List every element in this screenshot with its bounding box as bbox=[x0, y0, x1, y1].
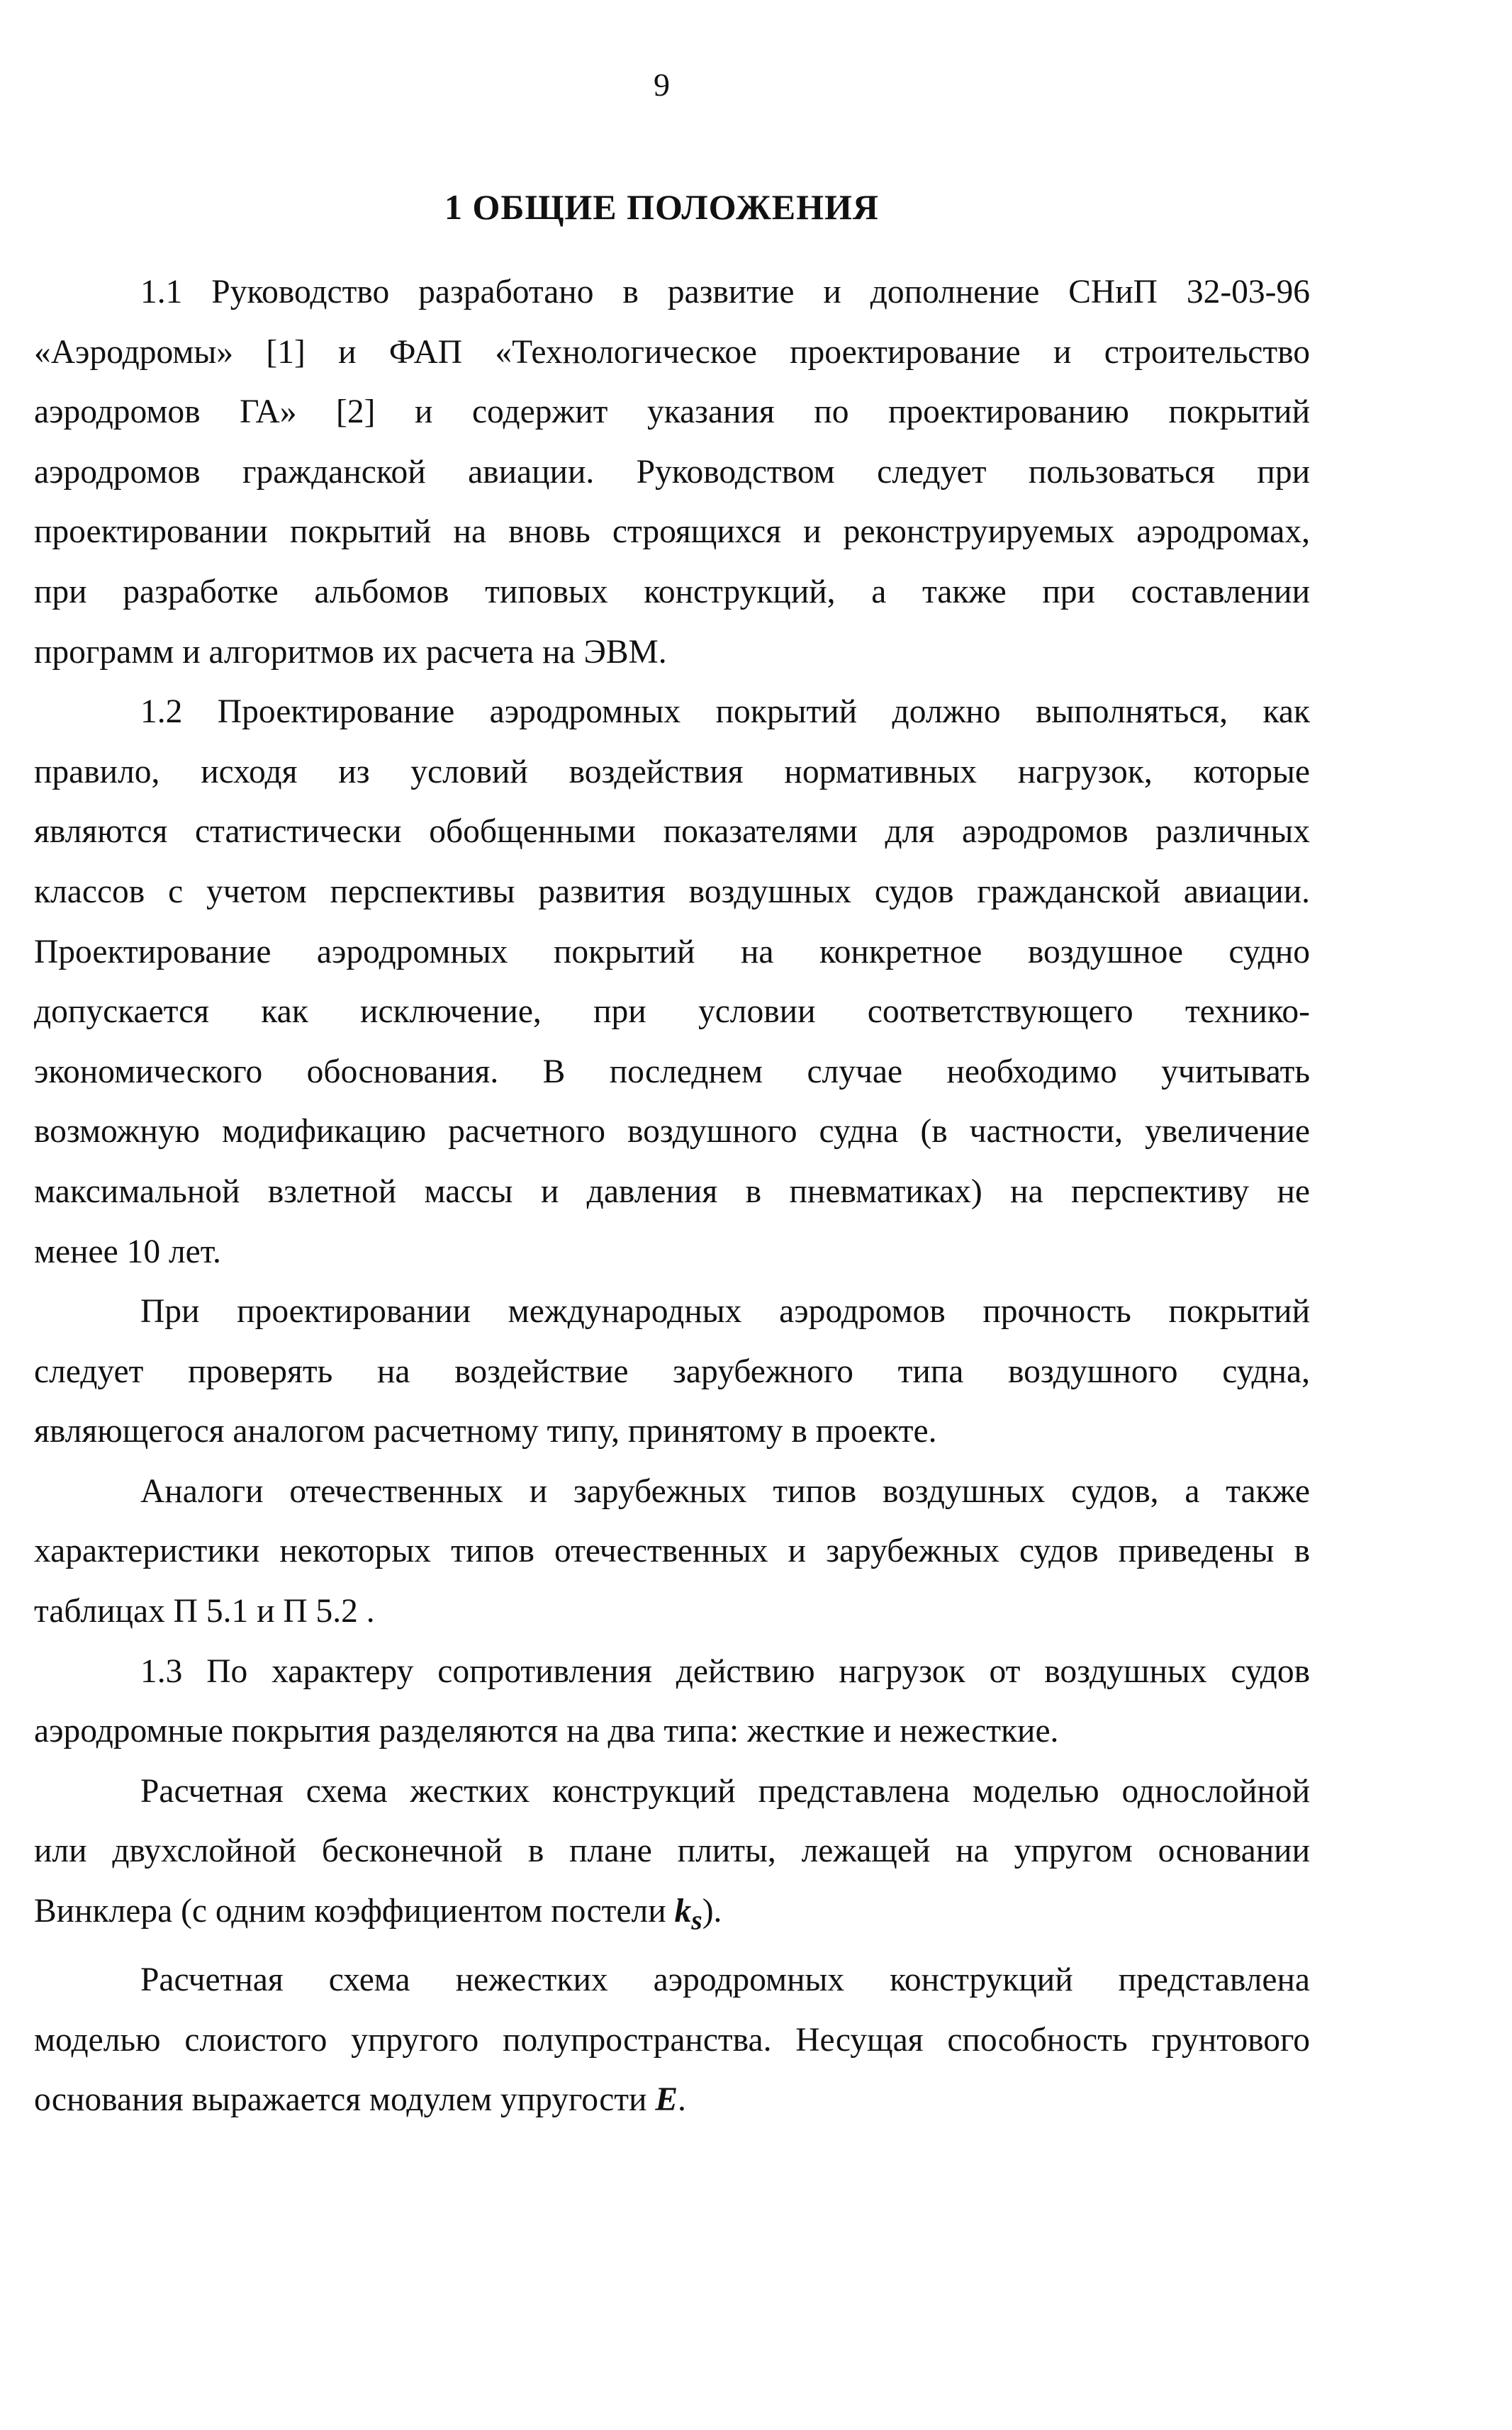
text-line: 1.3 По характеру сопротивления действию нагрузок от воздушных судов bbox=[140, 1652, 1310, 1690]
text-line: 1.2 Проектирование аэродромных покрытий должно выполняться, как bbox=[140, 693, 1310, 731]
text-line: допускается как исключение, при условии соответствующего технико- bbox=[34, 993, 1310, 1031]
paragraph-international bbox=[34, 1282, 1310, 1462]
text-line: Расчетная схема жестких конструкций представлена моделью однослойной bbox=[140, 1772, 1310, 1810]
text-line: возможную модификацию расчетного воздушного судна (в частности, увеличение bbox=[34, 1113, 1310, 1150]
text-line: Винклера (с одним коэффициентом постели $k_s$). bbox=[34, 1893, 722, 1936]
text-line: проектировании покрытий на вновь строящихся и реконструируемых аэродромах, bbox=[34, 513, 1310, 551]
paragraph-1-3 bbox=[34, 1642, 1310, 1762]
paragraph-1-2 bbox=[34, 682, 1310, 1282]
paragraph-analogs bbox=[34, 1462, 1310, 1642]
section-title: 1 ОБЩИЕ ПОЛОЖЕНИЯ bbox=[444, 187, 879, 227]
text-line: следует проверять на воздействие зарубежного типа воздушного судна, bbox=[34, 1353, 1310, 1390]
text-line: Аналоги отечественных и зарубежных типов воздушных судов, а также bbox=[140, 1472, 1310, 1510]
text-line: основания выражается модулем упругости E. bbox=[34, 2081, 686, 2119]
text-line: при разработке альбомов типовых конструкций, а также при составлении bbox=[34, 573, 1310, 610]
text-line: аэродромов гражданской авиации. Руководством следует пользоваться при bbox=[34, 453, 1310, 491]
text-line: классов с учетом перспективы развития воздушных судов гражданской авиации. bbox=[34, 873, 1310, 910]
body-text bbox=[34, 262, 1310, 2130]
text-line: При проектировании международных аэродромов прочность покрытий bbox=[140, 1293, 1310, 1331]
text-line: или двухслойной бесконечной в плане плиты, лежащей на упругом основании bbox=[34, 1832, 1310, 1870]
text-line: аэродромные покрытия разделяются на два типа: жесткие и нежесткие. bbox=[34, 1713, 1059, 1750]
text-line: менее 10 лет. bbox=[34, 1233, 221, 1270]
paragraph-rigid-scheme bbox=[34, 1762, 1310, 1950]
text-line: являются статистически обобщенными показателями для аэродромов различных bbox=[34, 813, 1310, 851]
text-line: «Аэродромы» [1] и ФАП «Технологическое проектирование и строительство bbox=[34, 333, 1310, 371]
text-line: являющегося аналогом расчетному типу, принятому в проекте. bbox=[34, 1413, 937, 1450]
paragraph-1-1 bbox=[34, 262, 1310, 682]
text-line: Расчетная схема нежестких аэродромных конструкций представлена bbox=[140, 1961, 1310, 1999]
text-line: экономического обоснования. В последнем случае необходимо учитывать bbox=[34, 1053, 1310, 1090]
text-line: аэродромов ГА» [2] и содержит указания по проектированию покрытий bbox=[34, 393, 1310, 431]
text-line: 1.1 Руководство разработано в развитие и дополнение СНиП 32-03-96 bbox=[140, 274, 1310, 310]
text-line: программ и алгоритмов их расчета на ЭВМ. bbox=[34, 633, 667, 671]
text-line: правило, исходя из условий воздействия нормативных нагрузок, которые bbox=[34, 753, 1310, 790]
symbol-e: E bbox=[655, 2081, 678, 2119]
symbol-ks: $k_s$ bbox=[674, 1893, 702, 1936]
text-line: характеристики некоторых типов отечественных и зарубежных судов приведены в bbox=[34, 1533, 1310, 1570]
text-line: моделью слоистого упругого полупространства. Несущая способность грунтового bbox=[34, 2021, 1310, 2059]
text-line: таблицах П 5.1 и П 5.2 . bbox=[34, 1593, 375, 1630]
paragraph-flexible-scheme bbox=[34, 1950, 1310, 2130]
page-number: 9 bbox=[654, 67, 670, 103]
text-line: максимальной взлетной массы и давления в пневматиках) на перспективу не bbox=[34, 1172, 1310, 1210]
text-line: Проектирование аэродромных покрытий на конкретное воздушное судно bbox=[34, 933, 1310, 970]
